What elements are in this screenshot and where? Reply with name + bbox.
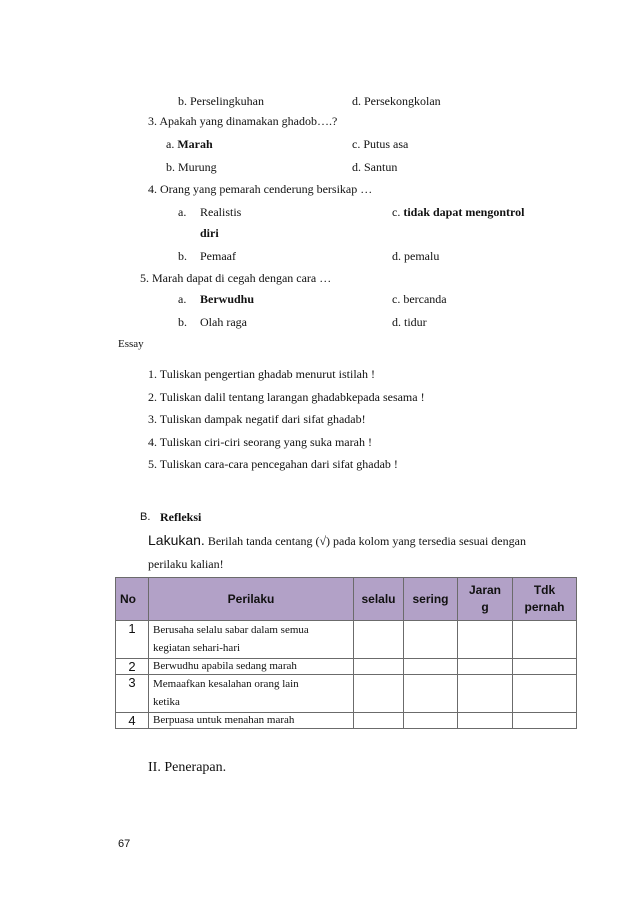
q3-option-c: c. Putus asa — [352, 137, 409, 151]
refleksi-letter: B. — [140, 511, 151, 523]
row-number: 4 — [116, 713, 149, 729]
instruction-lead: Lakukan. — [148, 532, 205, 548]
q5-option-d: d. tidur — [392, 315, 427, 329]
checkbox-cell-sering[interactable] — [404, 713, 458, 729]
essay-item-1: 1. Tuliskan pengertian ghadab menurut istilah ! — [148, 367, 375, 381]
checkbox-cell-tdk-pernah[interactable] — [513, 621, 577, 659]
question-5: 5. Marah dapat di cegah dengan cara … — [140, 271, 332, 285]
question-4: 4. Orang yang pemarah cenderung bersikap … — [148, 182, 373, 196]
refleksi-instruction: Lakukan. Berilah tanda centang (√) pada kolom yang tersedia sesuai dengan — [148, 532, 526, 548]
essay-item-2: 2. Tuliskan dalil tentang larangan ghadabkepada sesama ! — [148, 390, 425, 404]
page-number: 67 — [118, 838, 131, 850]
penerapan-heading: II. Penerapan. — [148, 760, 227, 775]
refleksi-instruction-line2: perilaku kalian! — [148, 557, 224, 571]
q3-option-d: d. Santun — [352, 160, 398, 174]
q4-option-d: d. pemalu — [392, 249, 440, 263]
header-sering: sering — [404, 578, 458, 621]
checkbox-cell-selalu[interactable] — [354, 659, 404, 675]
row-perilaku: Berusaha selalu sabar dalam semua kegiatan sehari-hari — [149, 621, 354, 659]
q4-option-a-letter: a. — [178, 205, 187, 219]
header-perilaku: Perilaku — [149, 578, 354, 621]
essay-item-5: 5. Tuliskan cara-cara pencegahan dari sifat ghadab ! — [148, 457, 398, 471]
q5-option-b-text: Olah raga — [200, 315, 247, 329]
checkbox-cell-sering[interactable] — [404, 675, 458, 713]
table-header-row — [116, 578, 577, 621]
table-row — [116, 675, 577, 713]
q4-option-c-answer: tidak dapat mengontrol — [403, 205, 525, 219]
q2-option-d: d. Persekongkolan — [352, 94, 441, 108]
checkbox-cell-jarang[interactable] — [458, 675, 513, 713]
checkbox-cell-jarang[interactable] — [458, 621, 513, 659]
checkbox-cell-jarang[interactable] — [458, 713, 513, 729]
essay-item-3: 3. Tuliskan dampak negatif dari sifat ghadab! — [148, 412, 366, 426]
q2-option-b: b. Perselingkuhan — [178, 94, 264, 108]
checkbox-cell-selalu[interactable] — [354, 621, 404, 659]
row-perilaku: Berwudhu apabila sedang marah — [149, 659, 354, 675]
q4-option-a-text: Realistis — [200, 205, 242, 219]
q4-option-b-text: Pemaaf — [200, 249, 236, 263]
header-no: No — [116, 578, 149, 621]
q4-option-c-cont: diri — [200, 226, 219, 240]
checkbox-cell-sering[interactable] — [404, 621, 458, 659]
checkbox-cell-jarang[interactable] — [458, 659, 513, 675]
header-selalu: selalu — [354, 578, 404, 621]
checkbox-cell-selalu[interactable] — [354, 675, 404, 713]
row-number: 3 — [116, 675, 149, 713]
essay-heading: Essay — [118, 338, 144, 350]
q5-option-a-text: Berwudhu — [200, 292, 255, 306]
checkbox-cell-tdk-pernah[interactable] — [513, 659, 577, 675]
q3-option-a-answer: Marah — [177, 137, 213, 151]
checkbox-cell-selalu[interactable] — [354, 713, 404, 729]
row-perilaku: Berpuasa untuk menahan marah — [149, 713, 354, 729]
table-row — [116, 713, 577, 729]
refleksi-title: Refleksi — [160, 510, 202, 524]
checkbox-cell-tdk-pernah[interactable] — [513, 675, 577, 713]
q3-option-a: a. Marah — [166, 137, 213, 151]
header-jarang: Jaran g — [458, 578, 513, 621]
question-3: 3. Apakah yang dinamakan ghadob….? — [148, 114, 338, 128]
header-tdk-pernah: Tdk pernah — [513, 578, 577, 621]
q5-option-b-letter: b. — [178, 315, 187, 329]
checkbox-cell-tdk-pernah[interactable] — [513, 713, 577, 729]
row-perilaku: Memaafkan kesalahan orang lain ketika — [149, 675, 354, 713]
row-number: 2 — [116, 659, 149, 675]
q5-option-a-letter: a. — [178, 292, 187, 306]
q4-option-c: c. tidak dapat mengontrol — [392, 205, 525, 219]
q4-option-b-letter: b. — [178, 249, 187, 263]
table-row — [116, 659, 577, 675]
refleksi-table — [115, 577, 577, 729]
q5-option-c: c. bercanda — [392, 292, 447, 306]
row-number: 1 — [116, 621, 149, 659]
checkbox-cell-sering[interactable] — [404, 659, 458, 675]
q3-option-b: b. Murung — [166, 160, 217, 174]
essay-item-4: 4. Tuliskan ciri-ciri seorang yang suka marah ! — [148, 435, 372, 449]
table-row — [116, 621, 577, 659]
